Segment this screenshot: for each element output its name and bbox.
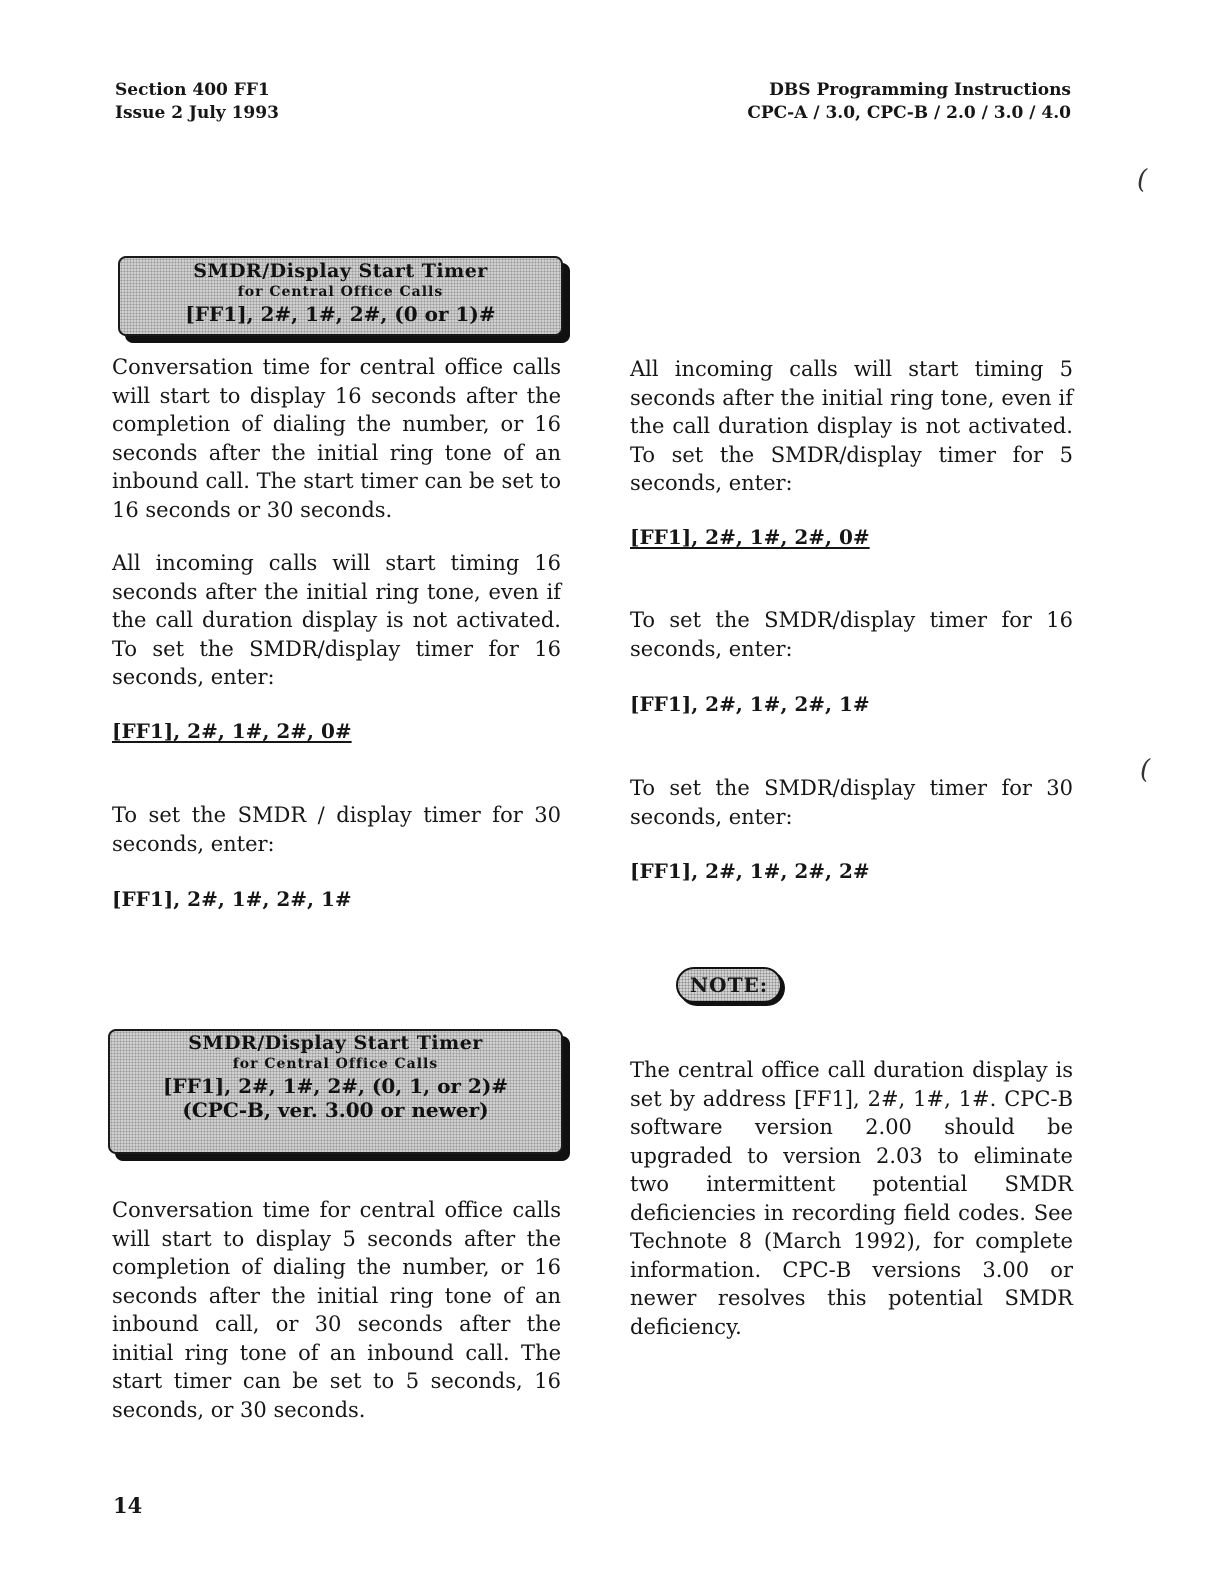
topic-box-2 bbox=[108, 1029, 563, 1154]
box1-title: SMDR/Display Start Timer bbox=[193, 260, 488, 282]
page-number: 14 bbox=[113, 1493, 143, 1518]
doc-title: DBS Programming Instructions bbox=[769, 80, 1071, 100]
header-right bbox=[747, 79, 1071, 125]
left-paragraph-4: Conversation time for central office calls will start to display 5 seconds after the completion of dialing the number, or 16 seconds after the initial ring tone of an inbound call, or 30 seconds after the initial ring tone of an inbound call. The start timer can be set to 5 seconds, 16 seconds, or 30 seconds. bbox=[112, 1198, 561, 1422]
note-badge: NOTE: bbox=[676, 967, 782, 1003]
right-code-1: [FF1], 2#, 1#, 2#, 0# bbox=[630, 525, 870, 549]
issue-label: Issue 2 July 1993 bbox=[115, 103, 279, 123]
box2-subtitle: for Central Office Calls bbox=[232, 1056, 439, 1072]
topic-box-1 bbox=[118, 256, 563, 336]
note-paragraph: The central office call duration display is set by address [FF1], 2#, 1#, 1#. CPC-B software version 2.00 should be upgraded to version 2.03 to eliminate two intermittent potential SMDR deficiencies in recording field codes. See Technote 8 (March 1992), for complete information. CPC-B versions 3.00 or newer resolves this potential SMDR deficiency. bbox=[630, 1058, 1073, 1339]
box2-version: (CPC-B, ver. 3.00 or newer) bbox=[182, 1098, 489, 1122]
margin-mark-top: ( bbox=[1137, 165, 1148, 195]
section-label: Section 400 FF1 bbox=[115, 80, 270, 100]
left-code-2: [FF1], 2#, 1#, 2#, 1# bbox=[112, 887, 352, 911]
version-label: CPC-A / 3.0, CPC-B / 2.0 / 3.0 / 4.0 bbox=[747, 103, 1071, 123]
right-paragraph-1: All incoming calls will start timing 5 seconds after the initial ring tone, even if the call duration display is not activated. To set the SMDR/display timer for 5 seconds, enter: bbox=[630, 357, 1073, 495]
right-paragraph-3: To set the SMDR/display timer for 30 seconds, enter: bbox=[630, 776, 1073, 829]
box1-code: [FF1], 2#, 1#, 2#, (0 or 1)# bbox=[185, 302, 496, 326]
right-code-3: [FF1], 2#, 1#, 2#, 2# bbox=[630, 859, 870, 883]
right-code-2: [FF1], 2#, 1#, 2#, 1# bbox=[630, 692, 870, 716]
header-left bbox=[115, 79, 279, 125]
left-paragraph-1: Conversation time for central office calls will start to display 16 seconds after the completion of dialing the number, or 16 seconds after the initial ring tone of an inbound call. The start timer can be set to 16 seconds or 30 seconds. bbox=[112, 355, 561, 522]
box2-code: [FF1], 2#, 1#, 2#, (0, 1, or 2)# bbox=[162, 1074, 509, 1098]
margin-mark-mid: ( bbox=[1140, 755, 1151, 785]
right-paragraph-2: To set the SMDR/display timer for 16 seconds, enter: bbox=[630, 608, 1073, 661]
box2-title: SMDR/Display Start Timer bbox=[188, 1032, 483, 1054]
box1-subtitle: for Central Office Calls bbox=[237, 284, 444, 300]
left-code-1: [FF1], 2#, 1#, 2#, 0# bbox=[112, 719, 352, 743]
left-paragraph-2: All incoming calls will start timing 16 seconds after the initial ring tone, even if the call duration display is not activated. To set the SMDR/display timer for 16 seconds, enter: bbox=[112, 551, 561, 689]
left-paragraph-3: To set the SMDR / display timer for 30 seconds, enter: bbox=[112, 803, 561, 856]
